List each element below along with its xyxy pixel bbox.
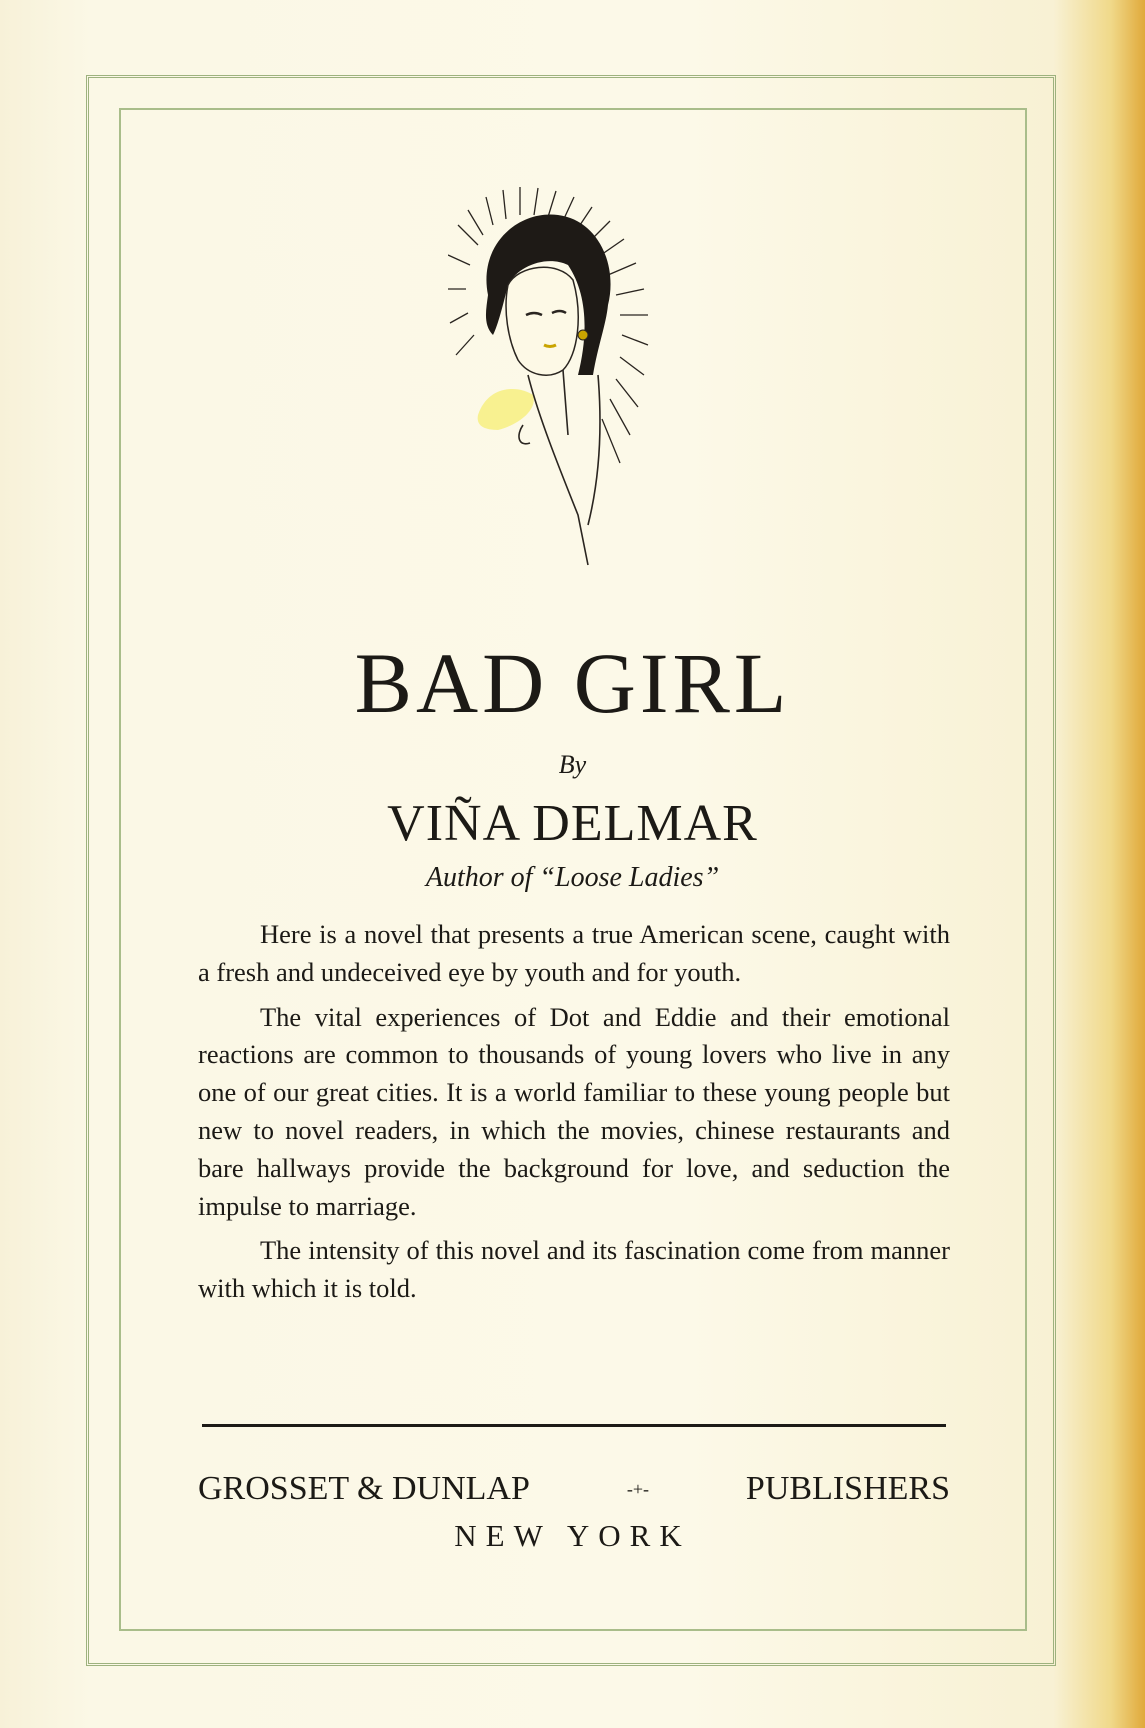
divider-rule — [202, 1424, 946, 1427]
author-name: VIÑA DELMAR — [387, 795, 758, 852]
blurb-paragraph: The vital experiences of Dot and Eddie and their emotional reactions are common to thousands of young lovers who live in any one of our great cities. It is a world familiar to these young people but new to novel readers, in which the movies, chinese restaurants and bare hallways provide the background for love, and seduction the impulse to marriage. — [198, 1001, 950, 1221]
publishers-label: PUBLISHERS — [745, 1470, 950, 1507]
publisher-city: NEW YORK — [454, 1518, 691, 1553]
author-previous-work: Author of “Loose Ladies” — [425, 862, 720, 893]
blurb-paragraph: The intensity of this novel and its fascination come from manner with which it is told. — [198, 1235, 950, 1304]
publisher-line — [198, 1470, 950, 1508]
book-title: BAD GIRL — [354, 635, 791, 731]
woman-portrait-illustration — [448, 185, 688, 605]
blurb — [198, 916, 950, 1315]
ornament-icon: -+- — [626, 1478, 649, 1499]
by-line: By — [558, 750, 587, 779]
publisher-name: GROSSET & DUNLAP — [198, 1470, 530, 1507]
blurb-paragraph: Here is a novel that presents a true American scene, caught with a fresh and undeceived eye by youth and for youth. — [198, 919, 950, 987]
